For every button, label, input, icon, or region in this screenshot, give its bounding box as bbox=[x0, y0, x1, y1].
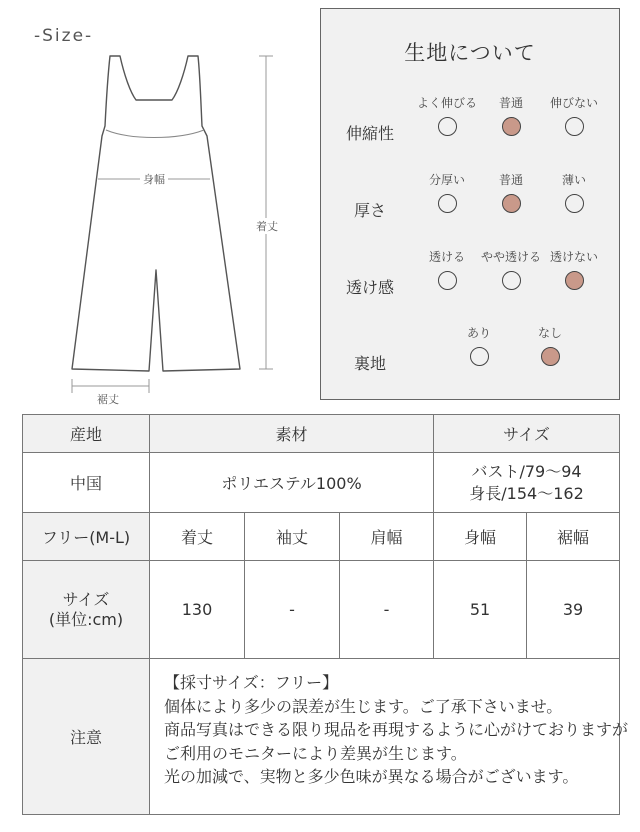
rating-circle-selected-icon bbox=[502, 117, 521, 136]
table-row bbox=[23, 659, 620, 815]
garment-diagram bbox=[60, 44, 310, 414]
fabric-option: 分厚い bbox=[407, 172, 487, 213]
size-name: フリー(M-L) bbox=[23, 513, 150, 561]
table-row bbox=[23, 415, 620, 453]
width-label: 身幅 bbox=[140, 171, 168, 187]
fabric-title: 生地について bbox=[404, 41, 536, 65]
origin-value: 中国 bbox=[23, 453, 150, 513]
material-value: ポリエステル100% bbox=[150, 453, 434, 513]
fabric-row-label: 裏地 bbox=[353, 354, 386, 373]
fabric-row-transparency bbox=[321, 249, 619, 309]
rating-circle-icon bbox=[565, 117, 584, 136]
size-unit-label: サイズ (単位:cm) bbox=[23, 561, 150, 659]
size-title: -Size- bbox=[34, 26, 94, 46]
height-range: 身長/154～162 bbox=[469, 483, 584, 503]
fabric-option: 伸びない bbox=[534, 95, 614, 136]
value-width: 51 bbox=[434, 561, 527, 659]
length-label: 着丈 bbox=[253, 218, 281, 234]
rating-circle-icon bbox=[565, 194, 584, 213]
col-sleeve: 袖丈 bbox=[245, 513, 340, 561]
bust-range: バスト/79～94 bbox=[471, 461, 582, 481]
size-fit-cell bbox=[434, 453, 620, 513]
rating-circle-selected-icon bbox=[565, 271, 584, 290]
fabric-option: 透けない bbox=[534, 249, 614, 290]
rating-circle-selected-icon bbox=[541, 347, 560, 366]
spec-table bbox=[22, 414, 629, 815]
col-width: 身幅 bbox=[434, 513, 527, 561]
origin-header: 産地 bbox=[23, 415, 150, 453]
fabric-option: 普通 bbox=[471, 95, 551, 136]
rating-circle-icon bbox=[438, 194, 457, 213]
size-header: サイズ bbox=[434, 415, 620, 453]
fabric-row-label: 伸縮性 bbox=[345, 124, 394, 143]
fabric-option: なし bbox=[510, 325, 590, 366]
fabric-option: 薄い bbox=[534, 172, 614, 213]
value-sleeve: - bbox=[245, 561, 340, 659]
fabric-option: あり bbox=[439, 325, 519, 366]
notes-label: 注意 bbox=[23, 659, 150, 815]
fabric-row-stretch bbox=[321, 95, 619, 155]
fabric-option: よく伸びる bbox=[407, 95, 487, 136]
value-shoulder: - bbox=[340, 561, 434, 659]
material-header: 素材 bbox=[150, 415, 434, 453]
col-shoulder: 肩幅 bbox=[340, 513, 434, 561]
col-hem: 裾幅 bbox=[527, 513, 620, 561]
notes-text: 【採寸サイズ：フリー】 個体により多少の誤差が生じます。ご了承下さいませ。 商品写真はできる限り現品を再現するように心がけておりますが ご利用のモニターにより差異が生じます。 光の加減で、実物と多少色味が異なる場合がございます。 bbox=[150, 659, 620, 815]
rating-circle-icon bbox=[470, 347, 489, 366]
fabric-option: 普通 bbox=[471, 172, 551, 213]
value-hem: 39 bbox=[527, 561, 620, 659]
fabric-row-label: 厚さ bbox=[353, 201, 386, 220]
table-row bbox=[23, 453, 620, 513]
fabric-row-lining bbox=[321, 325, 619, 385]
fabric-panel bbox=[320, 8, 620, 400]
rating-circle-selected-icon bbox=[502, 194, 521, 213]
rating-circle-icon bbox=[438, 271, 457, 290]
table-row bbox=[23, 513, 620, 561]
col-length: 着丈 bbox=[150, 513, 245, 561]
fabric-row-thickness bbox=[321, 172, 619, 232]
hem-label: 裾丈 bbox=[94, 391, 122, 407]
fabric-option: 透ける bbox=[407, 249, 487, 290]
rating-circle-icon bbox=[502, 271, 521, 290]
table-row bbox=[23, 561, 620, 659]
value-length: 130 bbox=[150, 561, 245, 659]
rating-circle-icon bbox=[438, 117, 457, 136]
fabric-row-label: 透け感 bbox=[345, 278, 394, 297]
fabric-option: やや透ける bbox=[471, 249, 551, 290]
